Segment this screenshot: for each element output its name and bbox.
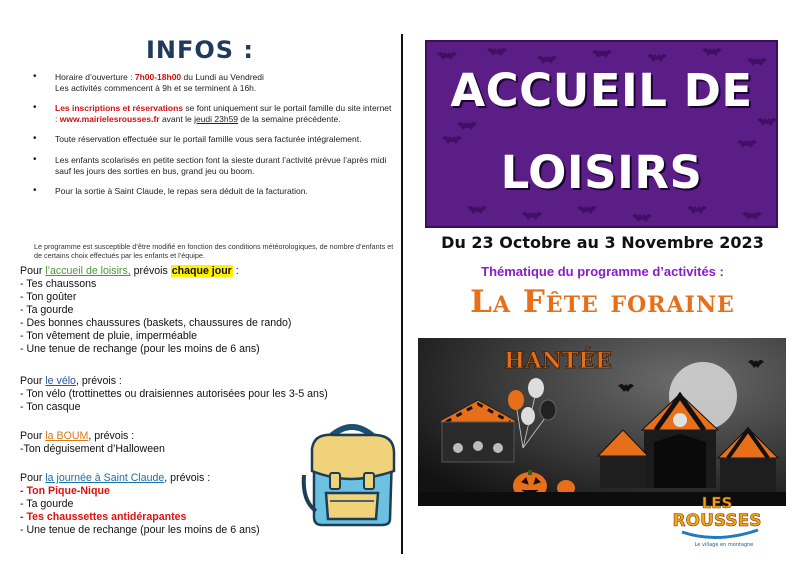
list-item: - Tes chaussons <box>20 278 97 290</box>
accueil-intro-end: : <box>232 265 239 277</box>
les-rousses-logo <box>662 488 772 550</box>
stclaude-intro <box>20 472 260 485</box>
hours-value: 7h00-18h00 <box>134 72 182 82</box>
velo-intro-pre: Pour <box>20 375 46 387</box>
info-item-nap <box>30 155 392 176</box>
registration-text-3: de la semaine précédente. <box>238 113 341 124</box>
list-item: -Ton déguisement d’Halloween <box>20 443 165 455</box>
info-item-saint-claude <box>30 186 392 197</box>
billing-text: Toute réservation effectuée sur le portail famille vous sera facturée intégralement. <box>55 134 362 145</box>
boum-section <box>20 430 165 456</box>
theme-label: Thématique du programme d’activités : <box>481 264 724 279</box>
boum-intro-end: , prévois : <box>88 430 135 442</box>
list-item: - Ton goûter <box>20 291 77 303</box>
list-item: - Ta gourde <box>20 498 74 510</box>
stclaude-intro-pre: Pour <box>20 472 46 484</box>
info-list <box>30 72 392 207</box>
logo-tagline: Le village en montagne <box>694 542 754 548</box>
list-item: - Ton vélo (trottinettes ou draisiennes autorisées pour les 3-5 ans) <box>20 388 328 400</box>
haunted-fair-illustration <box>418 338 786 506</box>
logo-line1: LES <box>701 494 733 512</box>
logo-line2: ROUSSES <box>672 511 762 531</box>
list-item: - Tes chaussettes antidérapantes <box>20 511 187 523</box>
stclaude-section <box>20 472 260 537</box>
event-dates: Du 23 Octobre au 3 Novembre 2023 <box>441 233 764 252</box>
list-item: - Ton Pique-Nique <box>20 485 110 497</box>
boum-link: la BOUM <box>45 430 89 442</box>
infos-title: INFOS : <box>145 36 255 64</box>
website-link[interactable]: www.mairielesrousses.fr <box>59 113 160 124</box>
velo-intro <box>20 375 328 388</box>
accueil-link: l’accueil de loisirs, <box>45 265 131 277</box>
velo-section <box>20 375 328 414</box>
nap-text: Les enfants scolarisés en petite section font la sieste durant l’activité prévue l’après midi sauf les jours des sorties en bus, grand jeu ou boom. <box>55 154 387 176</box>
title-banner <box>425 40 778 228</box>
banner-title-line1: ACCUEIL DE <box>450 64 753 117</box>
hours-label: Horaire d’ouverture : <box>55 72 135 82</box>
registration-text-2: avant le <box>159 113 195 124</box>
program-note: Le programme est susceptible d’être modifié en fonction des conditions météorologiques, de nombre d’enfants et de certains choix effectués par les enfants et l’équipe. <box>34 242 394 260</box>
list-item: - Ton vêtement de pluie, imperméable <box>20 330 198 342</box>
list-item: - Une tenue de rechange (pour les moins de 6 ans) <box>20 343 260 355</box>
list-item: - Ta gourde <box>20 304 74 316</box>
accueil-intro-mid: prévois <box>130 265 171 277</box>
stclaude-intro-end: , prévois : <box>164 472 211 484</box>
column-divider <box>401 34 403 554</box>
velo-link: le vélo <box>45 375 76 387</box>
hours-activities: Les activités commencent à 9h et se terminent à 16h. <box>55 82 257 93</box>
hours-days: du Lundi au Vendredi <box>181 72 264 82</box>
list-item: - Une tenue de rechange (pour les moins de 6 ans) <box>20 524 260 536</box>
info-item-hours <box>30 72 392 93</box>
backpack-icon <box>300 415 405 530</box>
info-item-billing <box>30 134 392 145</box>
stclaude-link: la journée à Saint Claude <box>45 472 165 484</box>
accueil-section <box>20 265 291 356</box>
saint-claude-text: Pour la sortie à Saint Claude, le repas sera déduit de la facturation. <box>55 186 308 197</box>
boum-intro-pre: Pour <box>20 430 46 442</box>
registration-text: se font uniquement sur le portail famille du site internet : <box>55 103 392 124</box>
velo-intro-end: , prévois : <box>75 375 122 387</box>
registration-label: Les inscriptions et réservations <box>55 103 184 114</box>
banner-title-line2: LOISIRS <box>500 146 703 199</box>
accueil-intro-pre: Pour <box>20 265 46 277</box>
accueil-highlight: chaque jour <box>171 265 232 277</box>
accueil-intro <box>20 265 291 278</box>
theme-title: La Fête foraine <box>470 284 735 320</box>
scene-title: HANTÉE <box>504 348 612 374</box>
boum-intro <box>20 430 165 443</box>
registration-deadline: jeudi 23h59 <box>194 113 239 124</box>
list-item: - Ton casque <box>20 401 81 413</box>
list-item: - Des bonnes chaussures (baskets, chaussures de rando) <box>20 317 292 329</box>
info-item-registration <box>30 103 392 124</box>
